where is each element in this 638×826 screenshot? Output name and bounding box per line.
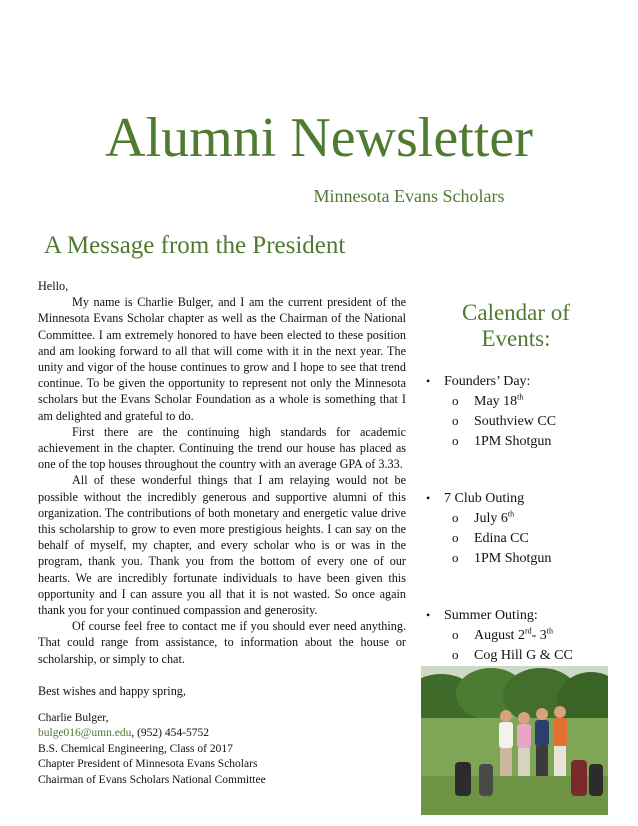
message-heading: A Message from the President — [44, 232, 346, 259]
bullet-icon: • — [426, 374, 431, 388]
letter-paragraph: Of course feel free to contact me if you should ever need anything. That could range from assistance, to information about the house or scholarship, or simply to chat. — [38, 619, 406, 666]
president-letter — [38, 278, 406, 699]
sub-bullet-icon: o — [452, 647, 459, 662]
email-link[interactable]: bulge016@umn.edu — [38, 727, 132, 740]
calendar-title — [430, 300, 602, 352]
golf-photo-image — [421, 666, 608, 815]
event-date: May 18th — [474, 392, 524, 409]
event-name: Founders’ Day: — [444, 374, 531, 389]
letter-paragraph: All of these wonderful things that I am relaying would not be possible without the incredibly generous and supportive alumni of this organization. The contributions of both monetary and energetic value drive this scholarship to grow to even more prestigious heights. I can say on the behalf of myself, my chapter, and every scholar who is or was in the program, thank you. Thank you from the bottom of every one of our hearts. We are incredibly fortunate individuals to have been given this opportunity and I can assure you all that it is not wasted. So once again thank you for your continued compassion and generosity. — [38, 473, 406, 618]
event-item — [426, 606, 626, 665]
sub-bullet-icon: o — [452, 510, 459, 525]
letter-closing: Best wishes and happy spring, — [38, 683, 186, 698]
signature-name: Charlie Bulger, — [38, 712, 109, 724]
event-item — [426, 489, 626, 568]
event-item — [426, 372, 626, 451]
letter-paragraph: My name is Charlie Bulger, and I am the current president of the Minnesota Evans Scholar chapter as well as the Chairman of the National Committee. I am extremely honored to have been elected to these position and am looking forward to all that will come with it in the next year. The unity and vigor of the house continues to grow and I hope to see that trend continue. To be given the opportunity to represent not only the Minnesota scholars but the Evans Scholar Foundation as a whole is something that I am delighted and grateful to do. — [38, 295, 406, 423]
sub-bullet-icon: o — [452, 393, 459, 408]
events-list — [426, 372, 626, 665]
event-location: Edina CC — [474, 531, 529, 546]
phone-number: , (952) 454-5752 — [131, 727, 209, 740]
sub-bullet-icon: o — [452, 627, 459, 642]
letter-greeting: Hello, — [38, 279, 69, 293]
golf-photo — [421, 666, 608, 815]
calendar-title-line: Events: — [481, 326, 551, 351]
event-name: Summer Outing: — [444, 608, 538, 623]
event-location: Southview CC — [474, 414, 557, 429]
sub-bullet-icon: o — [452, 530, 459, 545]
signature-degree: B.S. Chemical Engineering, Class of 2017 — [38, 742, 233, 755]
event-time: 1PM Shotgun — [474, 551, 552, 566]
event-date: August 2rd- 3th — [474, 626, 554, 643]
calendar-title-line: Calendar of — [462, 300, 570, 325]
event-date: July 6th — [474, 509, 515, 526]
signature-role: Chairman of Evans Scholars National Committee — [38, 773, 266, 786]
event-location: Cog Hill G & CC — [474, 648, 573, 663]
event-name: 7 Club Outing — [444, 491, 525, 506]
bullet-icon: • — [426, 608, 431, 622]
signature-role: Chapter President of Minnesota Evans Scholars — [38, 758, 258, 771]
bullet-icon: • — [426, 491, 431, 505]
newsletter-subtitle: Minnesota Evans Scholars — [313, 186, 505, 206]
sub-bullet-icon: o — [452, 413, 459, 428]
sub-bullet-icon: o — [452, 433, 459, 448]
event-time: 1PM Shotgun — [474, 434, 552, 449]
signature-block — [38, 711, 408, 788]
newsletter-title: Alumni Newsletter — [105, 107, 533, 169]
sub-bullet-icon: o — [452, 550, 459, 565]
signature-contact — [38, 726, 408, 741]
letter-paragraph: First there are the continuing high standards for academic achievement in the chapter. Continuing the trend our house has placed as one of the top houses throughout the country with an average GPA of 3.33. — [38, 424, 406, 472]
